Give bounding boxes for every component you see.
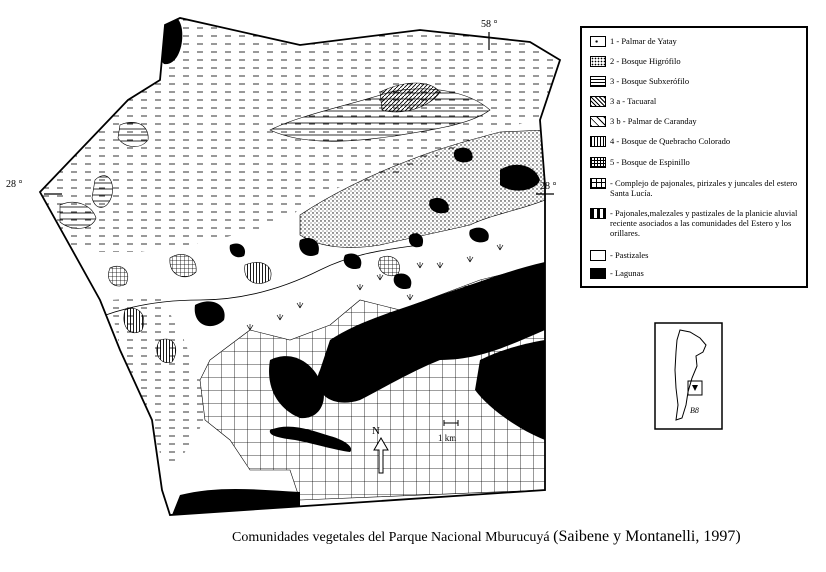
legend-swatch-yatay: [590, 36, 606, 47]
legend-swatch-dashes: [590, 208, 606, 219]
legend-swatch-blank: [590, 250, 606, 261]
legend-label: 3 b - Palmar de Caranday: [610, 116, 697, 126]
legend-item-hlines: [590, 76, 800, 87]
legend-label: 3 a - Tacuaral: [610, 96, 657, 106]
coord-label-left: 28 °: [6, 179, 23, 190]
legend-item-diag-dense: [590, 96, 800, 107]
scale-label: 1 km: [438, 433, 457, 443]
map-legend: [580, 26, 808, 288]
laguna-bottom: [170, 489, 300, 520]
coord-label-top: 58 °: [481, 19, 498, 30]
coord-label-right: 28 °: [540, 181, 557, 192]
legend-item-grid-open: [590, 178, 800, 198]
coord-label-bottom: 58 °: [483, 358, 500, 369]
legend-item-blank: [590, 250, 800, 261]
legend-label: - Pajonales,malezales y pastizales de la planicie aluvial reciente asociados a las comunidades del Estero y los orillares.: [610, 208, 798, 238]
legend-label: 1 - Palmar de Yatay: [610, 36, 677, 46]
map-caption: [232, 528, 741, 546]
legend-label: - Lagunas: [610, 268, 644, 278]
legend-swatch-hlines: [590, 76, 606, 87]
legend-item-vlines: [590, 136, 800, 147]
legend-item-dots: [590, 56, 800, 67]
north-label: N: [372, 425, 380, 437]
legend-item-black: [590, 268, 800, 279]
legend-label: 4 - Bosque de Quebracho Colorado: [610, 136, 731, 146]
legend-label: - Complejo de pajonales, pirizales y juncales del estero Santa Lucía.: [610, 178, 798, 198]
inset-code: B8: [690, 406, 699, 415]
espinillo-patch-2: [108, 266, 127, 286]
legend-label: - Pastizales: [610, 250, 649, 260]
legend-swatch-diag-dense: [590, 96, 606, 107]
legend-label: 3 - Bosque Subxerófilo: [610, 76, 690, 86]
caption-title: Comunidades vegetales del Parque Nacional Mburucuyá: [232, 530, 550, 545]
legend-label: 2 - Bosque Higrófilo: [610, 56, 681, 66]
legend-item-yatay: [590, 36, 800, 47]
legend-item-grid-dense: [590, 157, 800, 168]
inset-frame: [655, 323, 722, 429]
legend-label: 5 - Bosque de Espinillo: [610, 157, 690, 167]
legend-item-diag-sparse: [590, 116, 800, 127]
legend-swatch-vlines: [590, 136, 606, 147]
inset-locator-map: [655, 323, 722, 429]
legend-swatch-dots: [590, 56, 606, 67]
legend-swatch-diag-sparse: [590, 116, 606, 127]
caption-source: (Saibene y Montanelli, 1997): [553, 528, 741, 545]
legend-item-dashes: [590, 208, 800, 238]
legend-swatch-black: [590, 268, 606, 279]
legend-swatch-grid-open: [590, 178, 606, 189]
legend-swatch-grid-dense: [590, 157, 606, 168]
